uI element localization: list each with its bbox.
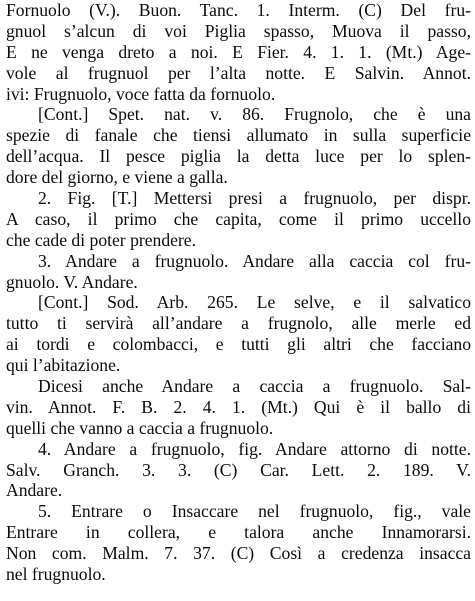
text-line: ai tordi e colombacci, e tutti gli altri che facciano (6, 334, 471, 355)
entry-cont-spet (6, 104, 471, 188)
text-line: 4. Andare a frugnuolo, fig. Andare attorno di notte. (38, 438, 471, 459)
entry-sense-2 (6, 188, 471, 251)
text-line: dell’acqua. Il pesce piglia la detta luce per lo splen- (6, 146, 471, 167)
text-line: Salv. Granch. 3. 3. (C) Car. Lett. 2. 189. V. (6, 459, 471, 480)
text-line: gnuol s’alcun di voi Piglia spasso, Muova il passo, (6, 20, 471, 41)
text-line: 2. Fig. [T.] Mettersi presi a frugnuolo, per dispr. (38, 188, 471, 209)
text-line: 5. Entrare o Insaccare nel frugnuolo, fig., vale (38, 501, 471, 522)
text-line: 3. Andare a frugnuolo. Andare alla caccia col fru- (38, 250, 471, 271)
text-line: vin. Annot. F. B. 2. 4. 1. (Mt.) Qui è il ballo di (6, 396, 471, 417)
entry-sense-5 (6, 501, 471, 585)
text-line: vole al frugnuol per l’alta notte. E Salvin. Annot. (6, 62, 471, 83)
text-line: [Cont.] Spet. nat. v. 86. Frugnolo, che è una (38, 104, 471, 125)
entry-cont-sod (6, 292, 471, 376)
text-line: [Cont.] Sod. Arb. 265. Le selve, e il salvatico (38, 292, 471, 313)
text-line: spezie di fanale che tiensi allumato in sulla superficie (6, 125, 471, 146)
text-line: ivi: Frugnuolo, voce fatta da fornuolo. (6, 83, 276, 104)
entry-dicesi (6, 376, 471, 439)
text-line: dore del giorno, e viene a galla. (6, 167, 228, 188)
text-line: tutto ti servirà all’andare a frugnolo, alle merle ed (6, 313, 471, 334)
entry-fornuolo (6, 0, 471, 104)
text-line: qui l’abitazione. (6, 355, 121, 376)
text-line: quelli che vanno a caccia a frugnuolo. (6, 417, 274, 438)
text-line: Andare. (6, 480, 63, 501)
entry-sense-3 (6, 251, 471, 293)
text-line: che cade di poter prendere. (6, 229, 197, 250)
entry-sense-4 (6, 439, 471, 502)
text-line: Dicesi anche Andare a caccia a frugnuolo. Sal- (38, 376, 471, 397)
text-line: Fornuolo (V.). Buon. Tanc. 1. Interm. (C) Del fru- (6, 0, 471, 20)
text-line: A caso, il primo che capita, come il primo uccello (6, 208, 471, 229)
text-line: E ne venga dreto a noi. E Fier. 4. 1. 1. (Mt.) Age- (6, 41, 471, 62)
text-line: gnuolo. V. Andare. (6, 271, 138, 292)
text-line: nel frugnuolo. (6, 564, 106, 585)
text-line: Entrare in collera, e talora anche Innamorarsi. (6, 522, 471, 543)
text-line: Non com. Malm. 7. 37. (C) Così a credenza insacca (6, 543, 471, 564)
